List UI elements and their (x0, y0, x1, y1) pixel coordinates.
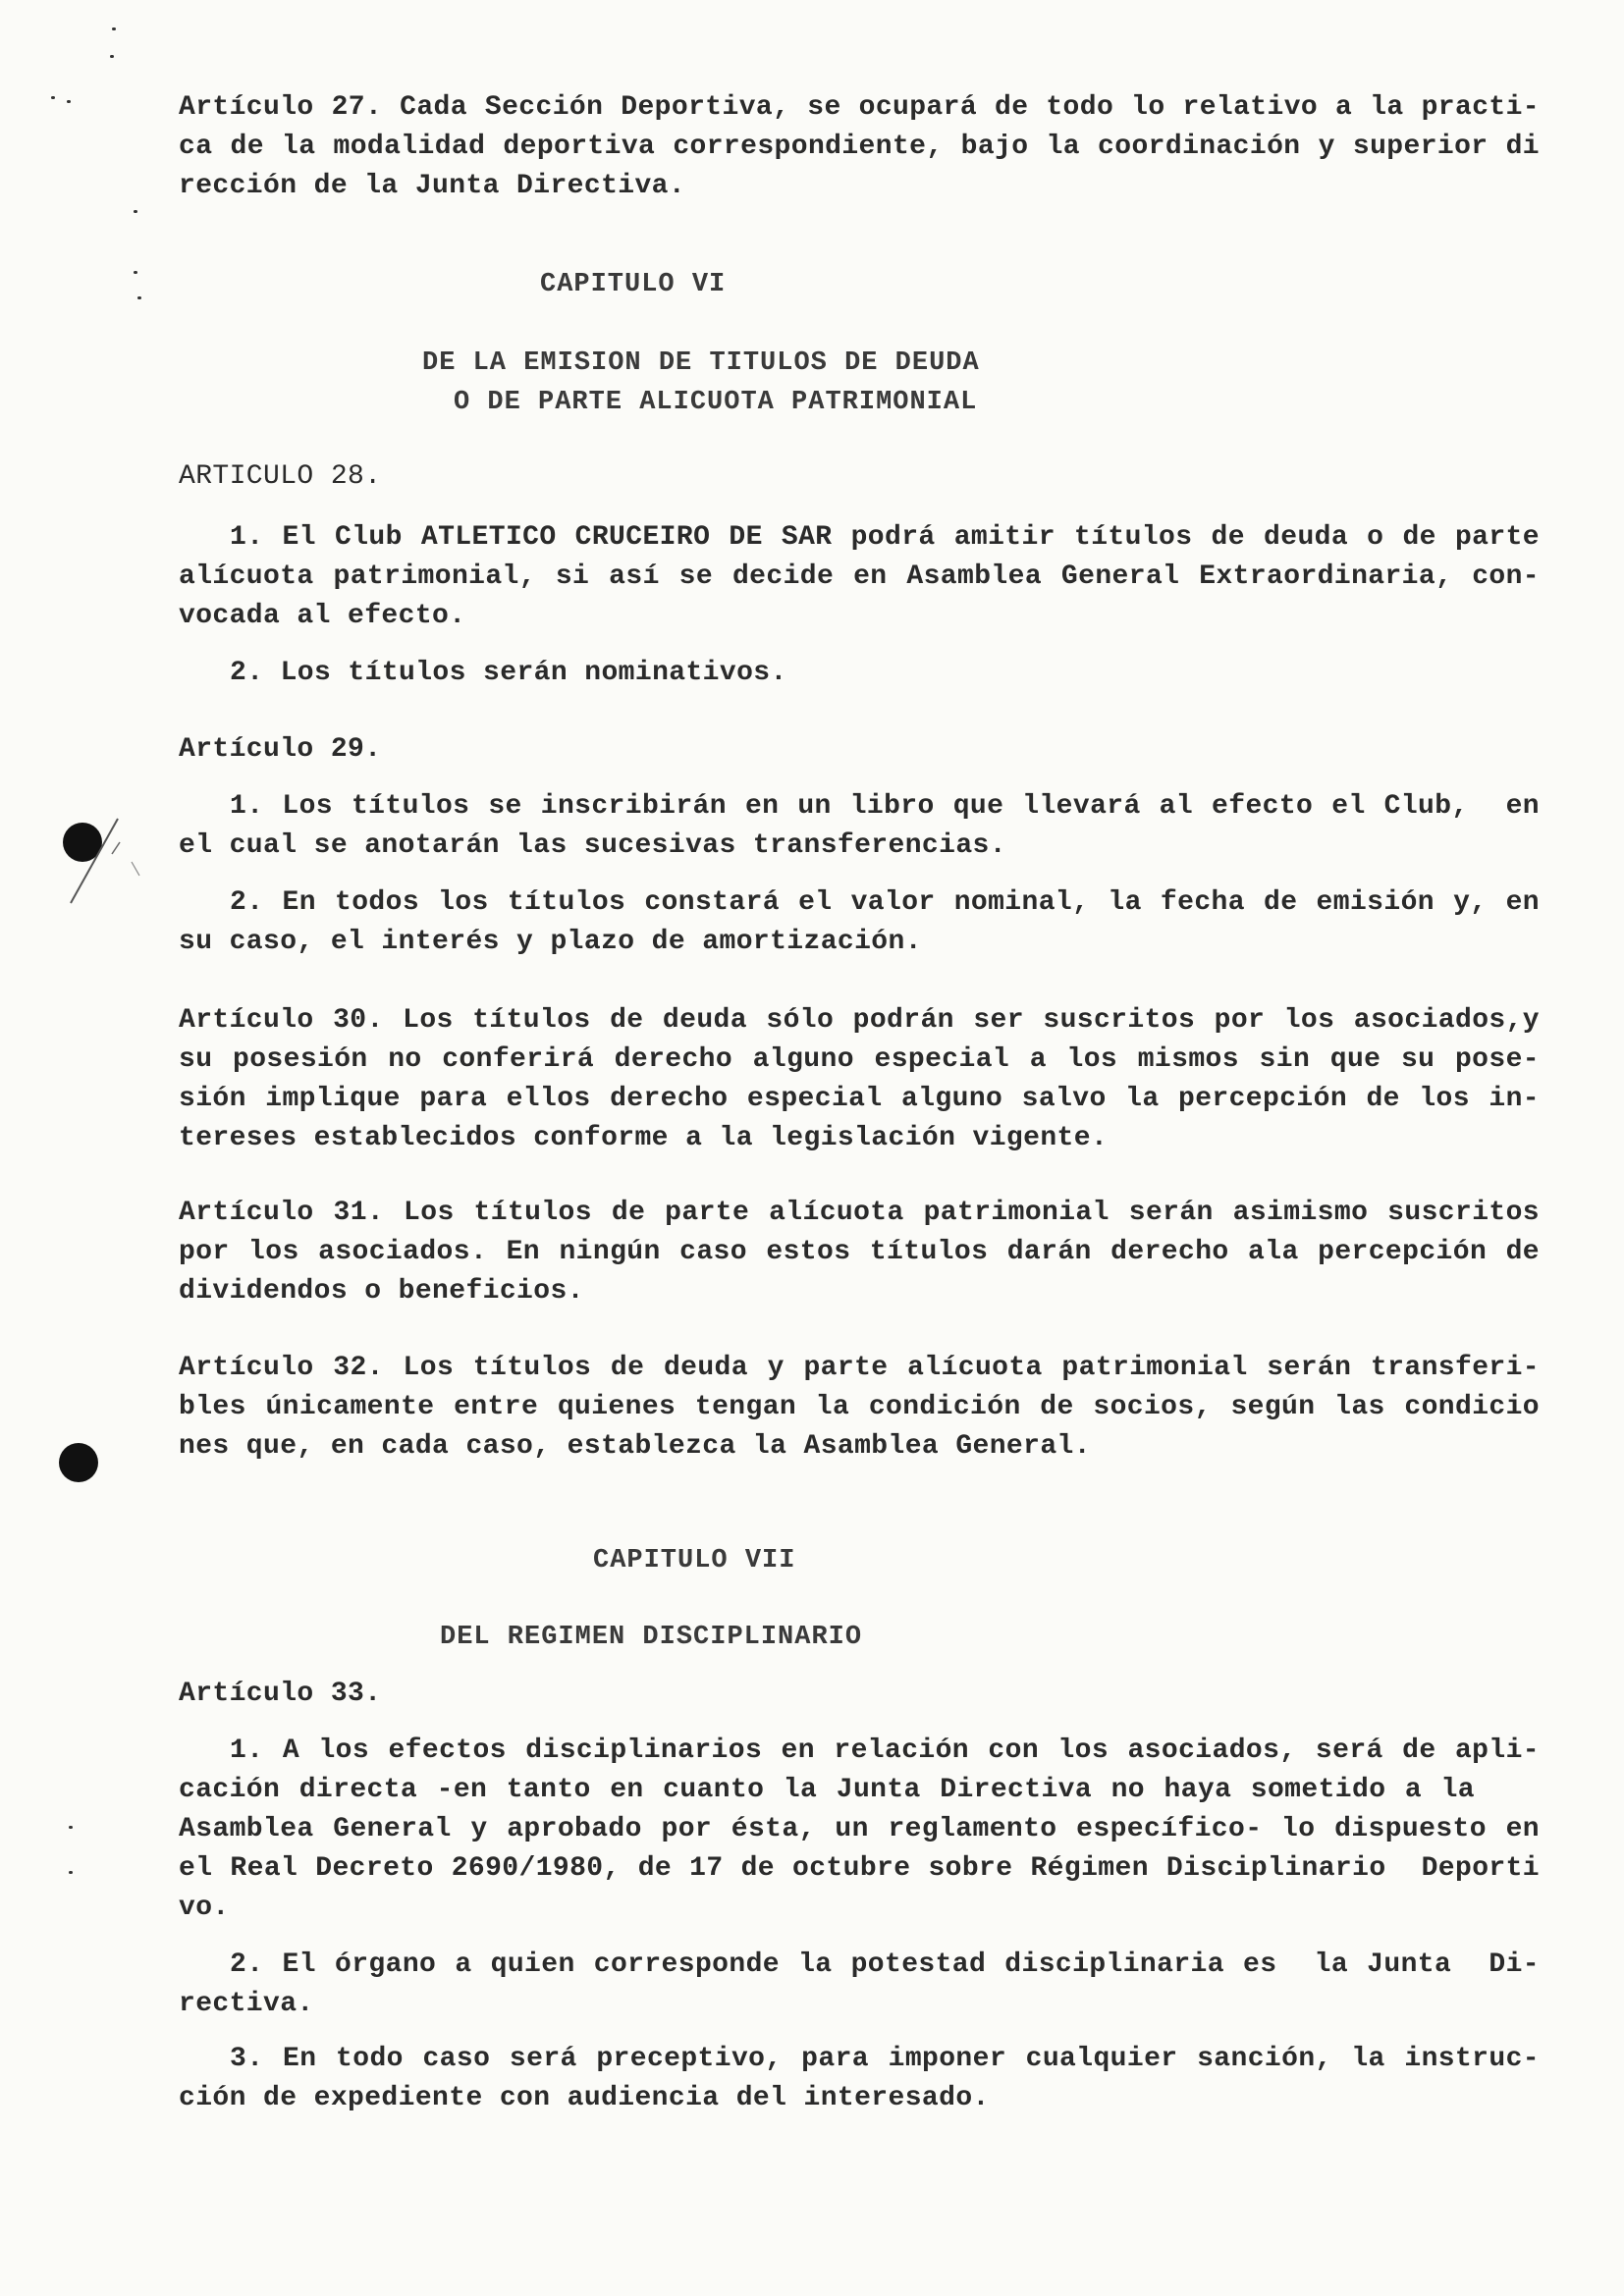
art32-line-2: bles únicamente entre quienes tengan la condición de socios, según las condicio (179, 1392, 1540, 1422)
scan-speck (69, 1871, 73, 1874)
punch-hole-lower (59, 1443, 98, 1482)
art33-p1-line-5: vo. (179, 1893, 230, 1923)
art32-line-1: Artículo 32. Los títulos de deuda y parte alícuota patrimonial serán transferi- (179, 1353, 1540, 1383)
scan-speck (51, 96, 55, 99)
art29-p1-line-1: 1. Los títulos se inscribirán en un libro que llevará al efecto el Club, en (230, 791, 1540, 822)
art33-p3-line-2: ción de expediente con audiencia del interesado. (179, 2083, 990, 2113)
art30-line-3: sión implique para ellos derecho especial alguno salvo la percepción de los in- (179, 1084, 1540, 1114)
art33-p1-line-2: cación directa -en tanto en cuanto la Junta Directiva no haya sometido a la (179, 1775, 1475, 1805)
art28-p1-line-2: alícuota patrimonial, si así se decide en Asamblea General Extraordinaria, con- (179, 561, 1540, 592)
art33-p1-line-1: 1. A los efectos disciplinarios en relación con los asociados, será de apli- (230, 1735, 1540, 1766)
art31-line-2: por los asociados. En ningún caso estos títulos darán derecho ala percepción de (179, 1237, 1540, 1267)
chapter-6-subtitle-2: O DE PARTE ALICUOTA PATRIMONIAL (454, 388, 978, 417)
art33-p3-line-1: 3. En todo caso será preceptivo, para imponer cualquier sanción, la instruc- (230, 2044, 1540, 2074)
art30-line-4: tereses establecidos conforme a la legislación vigente. (179, 1123, 1109, 1153)
art28-p1-line-3: vocada al efecto. (179, 601, 466, 631)
art30-line-2: su posesión no conferirá derecho alguno especial a los mismos sin que su pose- (179, 1044, 1540, 1075)
art27-line-2: ca de la modalidad deportiva correspondiente, bajo la coordinación y superior di (179, 132, 1540, 162)
art27-line-3: rección de la Junta Directiva. (179, 171, 686, 201)
art33-p2-line-2: rectiva. (179, 1989, 314, 2019)
art32-line-3: nes que, en cada caso, establezca la Asamblea General. (179, 1431, 1091, 1462)
art33-heading: Artículo 33. (179, 1679, 382, 1709)
scan-speck (134, 210, 137, 213)
scan-speck (67, 100, 71, 103)
art33-p1-line-4: el Real Decreto 2690/1980, de 17 de octubre sobre Régimen Disciplinario Deporti (179, 1853, 1540, 1884)
art29-p2-line-2: su caso, el interés y plazo de amortización. (179, 927, 922, 957)
pen-mark (61, 815, 149, 913)
scan-speck (69, 1826, 73, 1829)
art28-p1-line-1: 1. El Club ATLETICO CRUCEIRO DE SAR podrá amitir títulos de deuda o de parte (230, 522, 1540, 553)
art28-p2-line-1: 2. Los títulos serán nominativos. (230, 658, 787, 688)
art27-line-1: Artículo 27. Cada Sección Deportiva, se ocupará de todo lo relativo a la practi- (179, 92, 1540, 123)
art33-p2-line-1: 2. El órgano a quien corresponde la potestad disciplinaria es la Junta Di- (230, 1949, 1540, 1980)
art33-p1-line-3: Asamblea General y aprobado por ésta, un reglamento específico- lo dispuesto en (179, 1814, 1540, 1844)
scan-speck (137, 296, 141, 299)
scan-speck (134, 271, 137, 274)
scan-speck (112, 27, 116, 30)
chapter-7-title: CAPITULO VII (593, 1546, 796, 1575)
art31-line-3: dividendos o beneficios. (179, 1276, 584, 1307)
art29-p1-line-2: el cual se anotarán las sucesivas transferencias. (179, 830, 1006, 861)
art29-p2-line-1: 2. En todos los títulos constará el valor nominal, la fecha de emisión y, en (230, 887, 1540, 918)
art30-line-1: Artículo 30. Los títulos de deuda sólo podrán ser suscritos por los asociados,y (179, 1005, 1540, 1036)
chapter-7-subtitle-1: DEL REGIMEN DISCIPLINARIO (440, 1623, 863, 1652)
art31-line-1: Artículo 31. Los títulos de parte alícuota patrimonial serán asimismo suscritos (179, 1198, 1540, 1228)
chapter-6-title: CAPITULO VI (540, 270, 727, 299)
art29-heading: Artículo 29. (179, 734, 382, 765)
art28-heading: ARTICULO 28. (179, 461, 382, 492)
chapter-6-subtitle-1: DE LA EMISION DE TITULOS DE DEUDA (422, 348, 980, 378)
scan-speck (110, 55, 114, 58)
